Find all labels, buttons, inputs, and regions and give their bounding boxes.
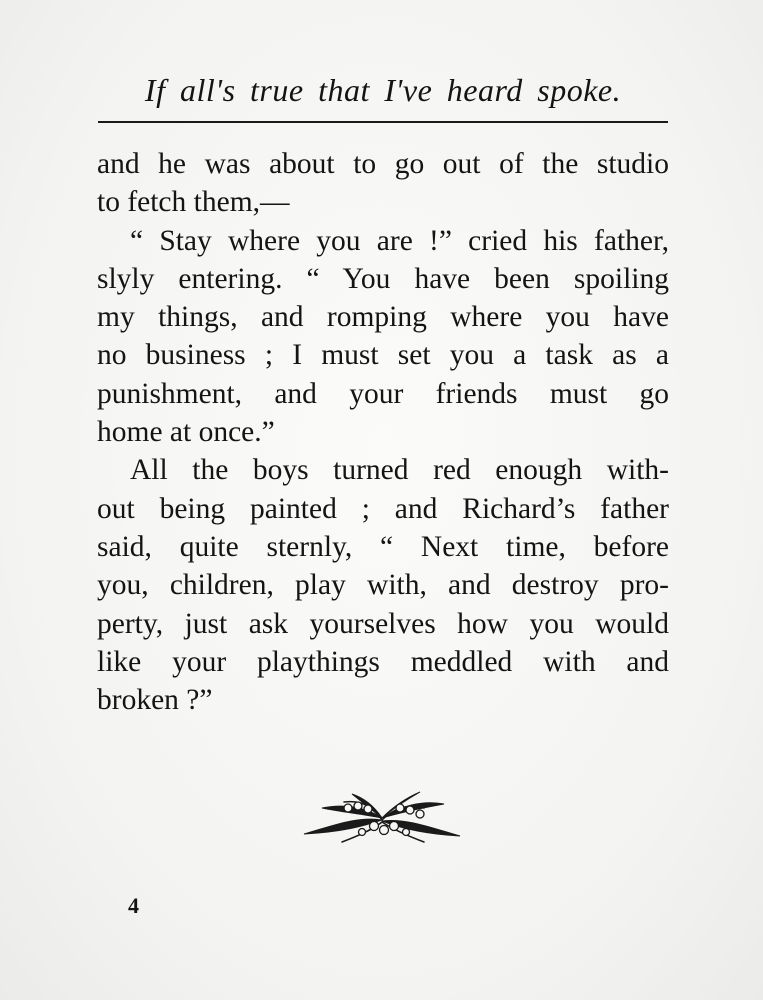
text-line: out being painted ; and Richard’s father	[97, 492, 669, 525]
text-line: “ Stay where you are !” cried his father,	[130, 224, 669, 257]
page-number: 4	[128, 893, 139, 918]
running-head: If all's true that I've heard spoke.	[144, 72, 622, 108]
text-line: no business ; I must set you a task as a	[97, 339, 669, 372]
body-text	[97, 145, 669, 719]
header-rule	[98, 121, 668, 123]
lily-of-the-valley-ornament-icon	[302, 786, 462, 848]
text-line: home at once.”	[97, 416, 275, 449]
text-line: and he was about to go out of the studio	[97, 148, 669, 180]
text-line: my things, and romping where you have	[97, 301, 669, 334]
text-line: perty, just ask yourselves how you would	[97, 607, 669, 640]
text-line: broken ?”	[97, 684, 213, 717]
text-line: you, children, play with, and destroy pro-	[97, 569, 669, 602]
text-line: slyly entering. “ You have been spoiling	[97, 262, 669, 295]
text-line: like your playthings meddled with and	[97, 645, 669, 678]
text-line: All the boys turned red enough with-	[130, 454, 669, 487]
text-line: said, quite sternly, “ Next time, before	[97, 530, 669, 563]
text-line: punishment, and your friends must go	[97, 377, 669, 410]
text-line: to fetch them,—	[97, 186, 290, 219]
